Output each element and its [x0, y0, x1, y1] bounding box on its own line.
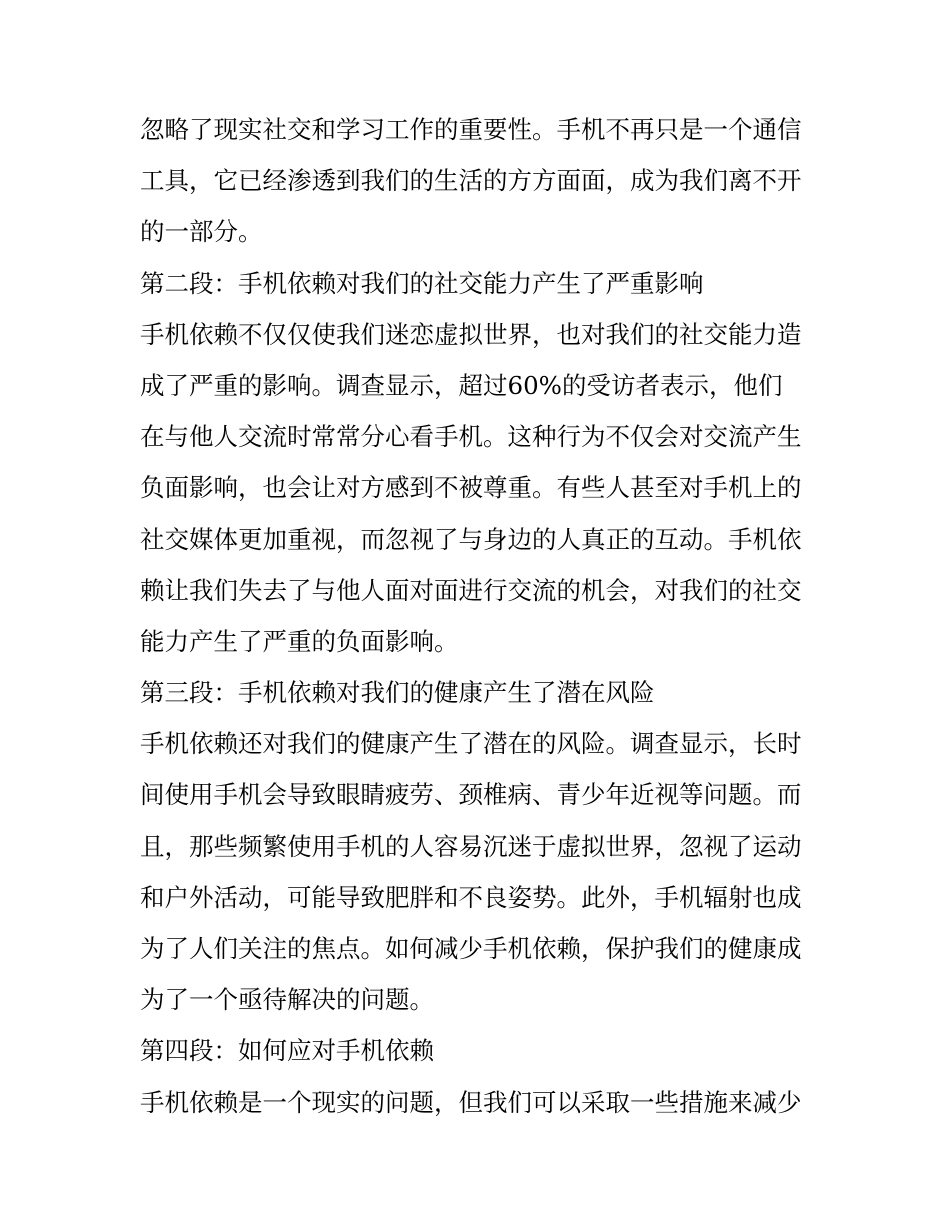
text-line: 负面影响，也会让对方感到不被尊重。有些人甚至对手机上的	[140, 473, 802, 503]
text-line: 能力产生了严重的负面影响。	[140, 626, 459, 656]
text-line: 为了一个亟待解决的问题。	[140, 985, 434, 1015]
section-heading-3: 第三段：手机依赖对我们的健康产生了潜在风险	[140, 678, 655, 708]
section-heading-4: 第四段：如何应对手机依赖	[140, 1036, 434, 1066]
text-line: 工具，它已经渗透到我们的生活的方方面面，成为我们离不开	[140, 166, 802, 196]
text-line: 为了人们关注的焦点。如何减少手机依赖，保护我们的健康成	[140, 934, 802, 963]
text-line: 赖让我们失去了与他人面对面进行交流的机会，对我们的社交	[140, 575, 802, 605]
text-line: 成了严重的影响。调查显示，超过60%的受访者表示，他们	[140, 370, 783, 400]
text-line: 在与他人交流时常常分心看手机。这种行为不仅会对交流产生	[140, 422, 802, 452]
section-heading-2: 第二段：手机依赖对我们的社交能力产生了严重影响	[140, 268, 704, 298]
text-line: 社交媒体更加重视，而忽视了与身边的人真正的互动。手机依	[140, 524, 802, 554]
text-line: 和户外活动，可能导致肥胖和不良姿势。此外，手机辐射也成	[140, 882, 802, 912]
text-line: 间使用手机会导致眼睛疲劳、颈椎病、青少年近视等问题。而	[140, 780, 802, 810]
text-line: 忽略了现实社交和学习工作的重要性。手机不再只是一个通信	[140, 115, 802, 144]
text-line: 且，那些频繁使用手机的人容易沉迷于虚拟世界，忽视了运动	[140, 831, 802, 861]
text-line: 手机依赖不仅仅使我们迷恋虚拟世界，也对我们的社交能力造	[140, 319, 802, 349]
text-line: 手机依赖是一个现实的问题，但我们可以采取一些措施来减少	[140, 1087, 802, 1117]
text-line: 手机依赖还对我们的健康产生了潜在的风险。调查显示，长时	[140, 729, 802, 759]
text-line: 的一部分。	[140, 217, 263, 247]
document-text-body	[140, 104, 812, 1128]
